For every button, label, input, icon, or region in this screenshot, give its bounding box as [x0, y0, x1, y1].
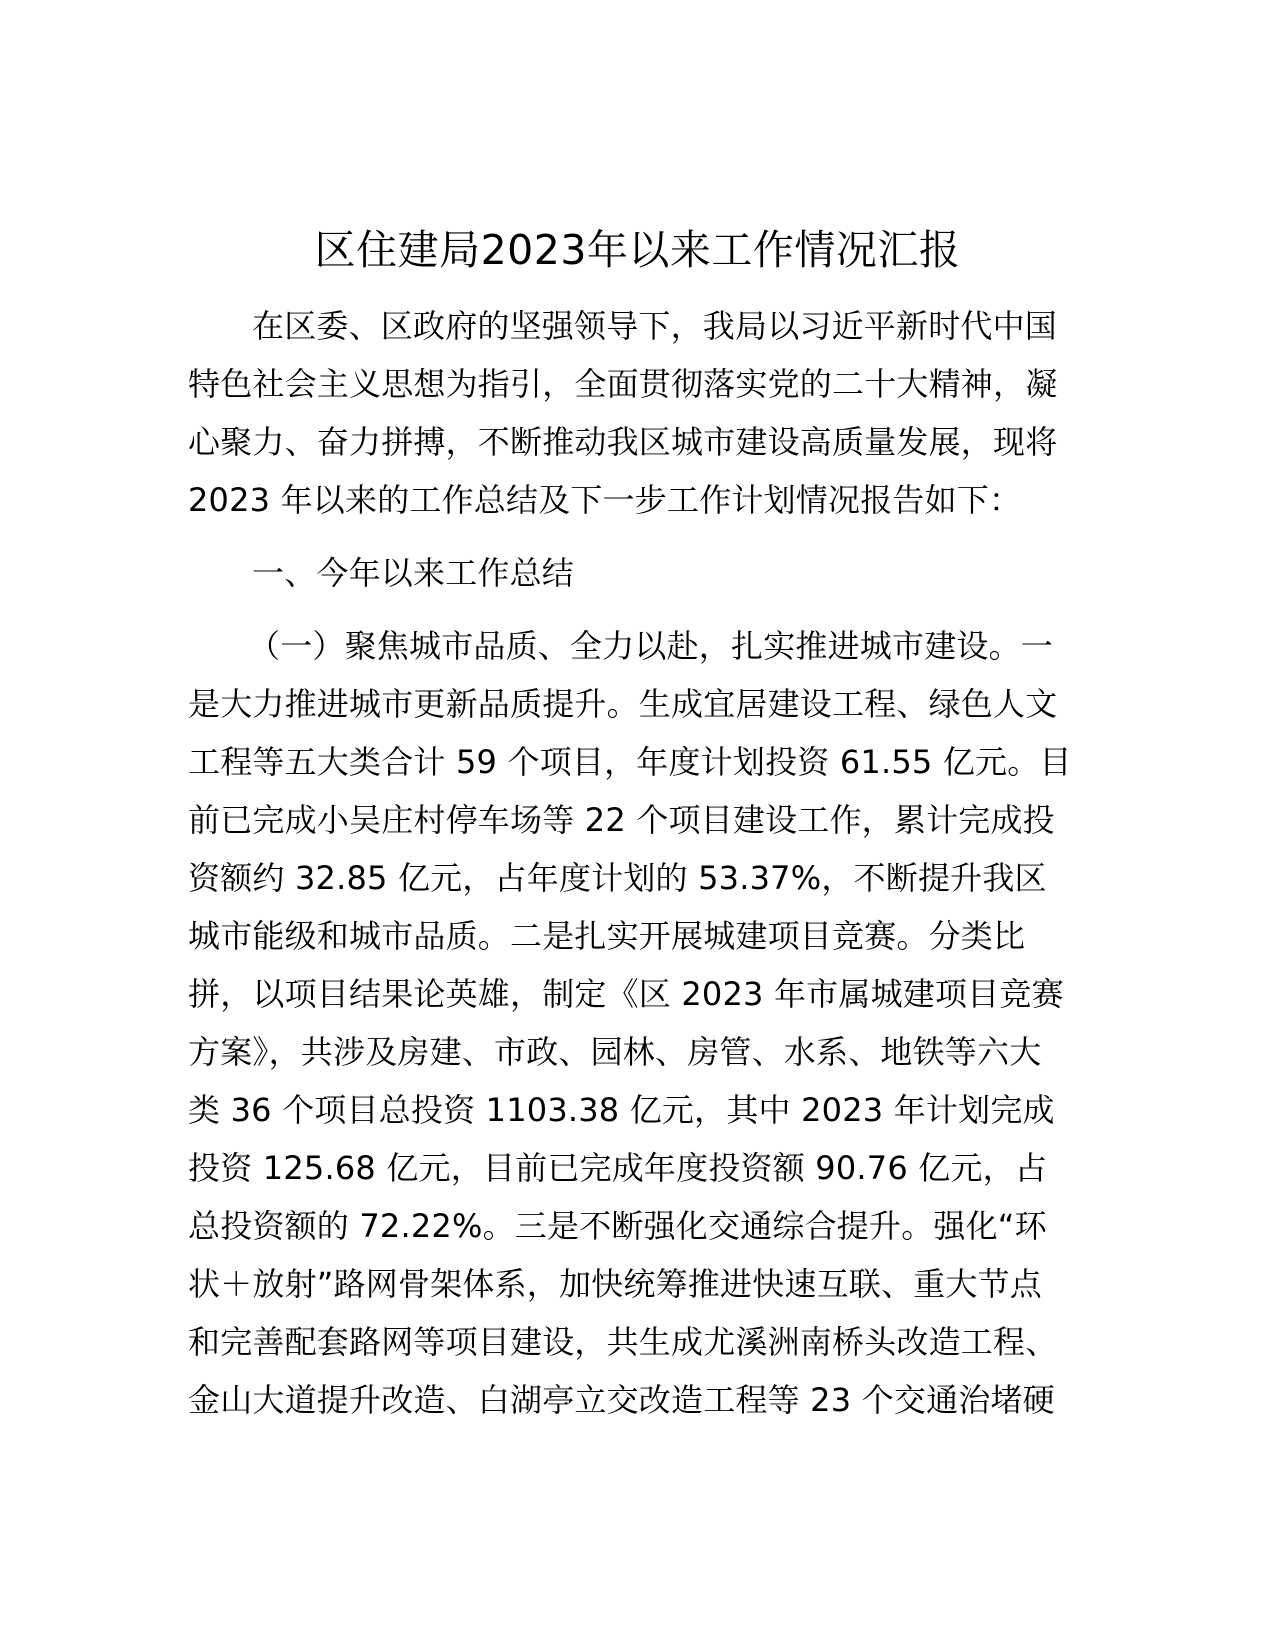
paragraph-line: 金山大道提升改造、白湖亭立交改造工程等 23 个交通治堵硬 [188, 1381, 1055, 1419]
paragraph-line: （一）聚焦城市品质、全力以赴，扎实推进城市建设。一 [248, 627, 1054, 665]
paragraph-line: 在区委、区政府的坚强领导下，我局以习近平新时代中国 [252, 307, 1058, 345]
paragraph-line: 2023 年以来的工作总结及下一步工作计划情况报告如下： [188, 481, 1022, 519]
paragraph-line: 前已完成小吴庄村停车场等 22 个项目建设工作，累计完成投 [188, 801, 1055, 839]
paragraph-line: 拼，以项目结果论英雄，制定《区 2023 年市属城建项目竞赛 [188, 975, 1064, 1013]
paragraph-line: 城市能级和城市品质。二是扎实开展城建项目竞赛。分类比 [188, 917, 1026, 955]
paragraph-line: 投资 125.68 亿元，目前已完成年度投资额 90.76 亿元，占 [188, 1149, 1048, 1187]
paragraph-gap [188, 602, 1088, 617]
paragraph-line: 心聚力、奋力拼搏，不断推动我区城市建设高质量发展，现将 [188, 423, 1058, 461]
paragraph-line: 总投资额的 72.22%。三是不断强化交通综合提升。强化“环 [188, 1207, 1047, 1245]
paragraph-line: 方案》，共涉及房建、市政、园林、房管、水系、地铁等六大 [188, 1033, 1042, 1071]
paragraph-line: 工程等五大类合计 59 个项目，年度计划投资 61.55 亿元。目 [188, 743, 1072, 781]
paragraph-line: 状＋放射”路网骨架体系，加快统筹推进快速互联、重大节点 [188, 1265, 1042, 1303]
section-heading: 一、今年以来工作总结 [252, 554, 575, 592]
intro-paragraph [188, 297, 1088, 529]
paragraph-line: 和完善配套路网等项目建设，共生成尤溪洲南桥头改造工程、 [188, 1323, 1058, 1361]
paragraph-line: 资额约 32.85 亿元，占年度计划的 53.37%，不断提升我区 [188, 859, 1047, 897]
document-title: 区住建局2023年以来工作情况汇报 [314, 226, 961, 274]
subsection-paragraph [188, 617, 1088, 1429]
paragraph-gap [188, 529, 1088, 544]
paragraph-line: 是大力推进城市更新品质提升。生成宜居建设工程、绿色人文 [188, 685, 1058, 723]
paragraph-line: 类 36 个项目总投资 1103.38 亿元，其中 2023 年计划完成 [188, 1091, 1055, 1129]
document-body [188, 297, 1088, 1429]
paragraph-line: 特色社会主义思想为指引，全面贯彻落实党的二十大精神，凝 [188, 365, 1058, 403]
